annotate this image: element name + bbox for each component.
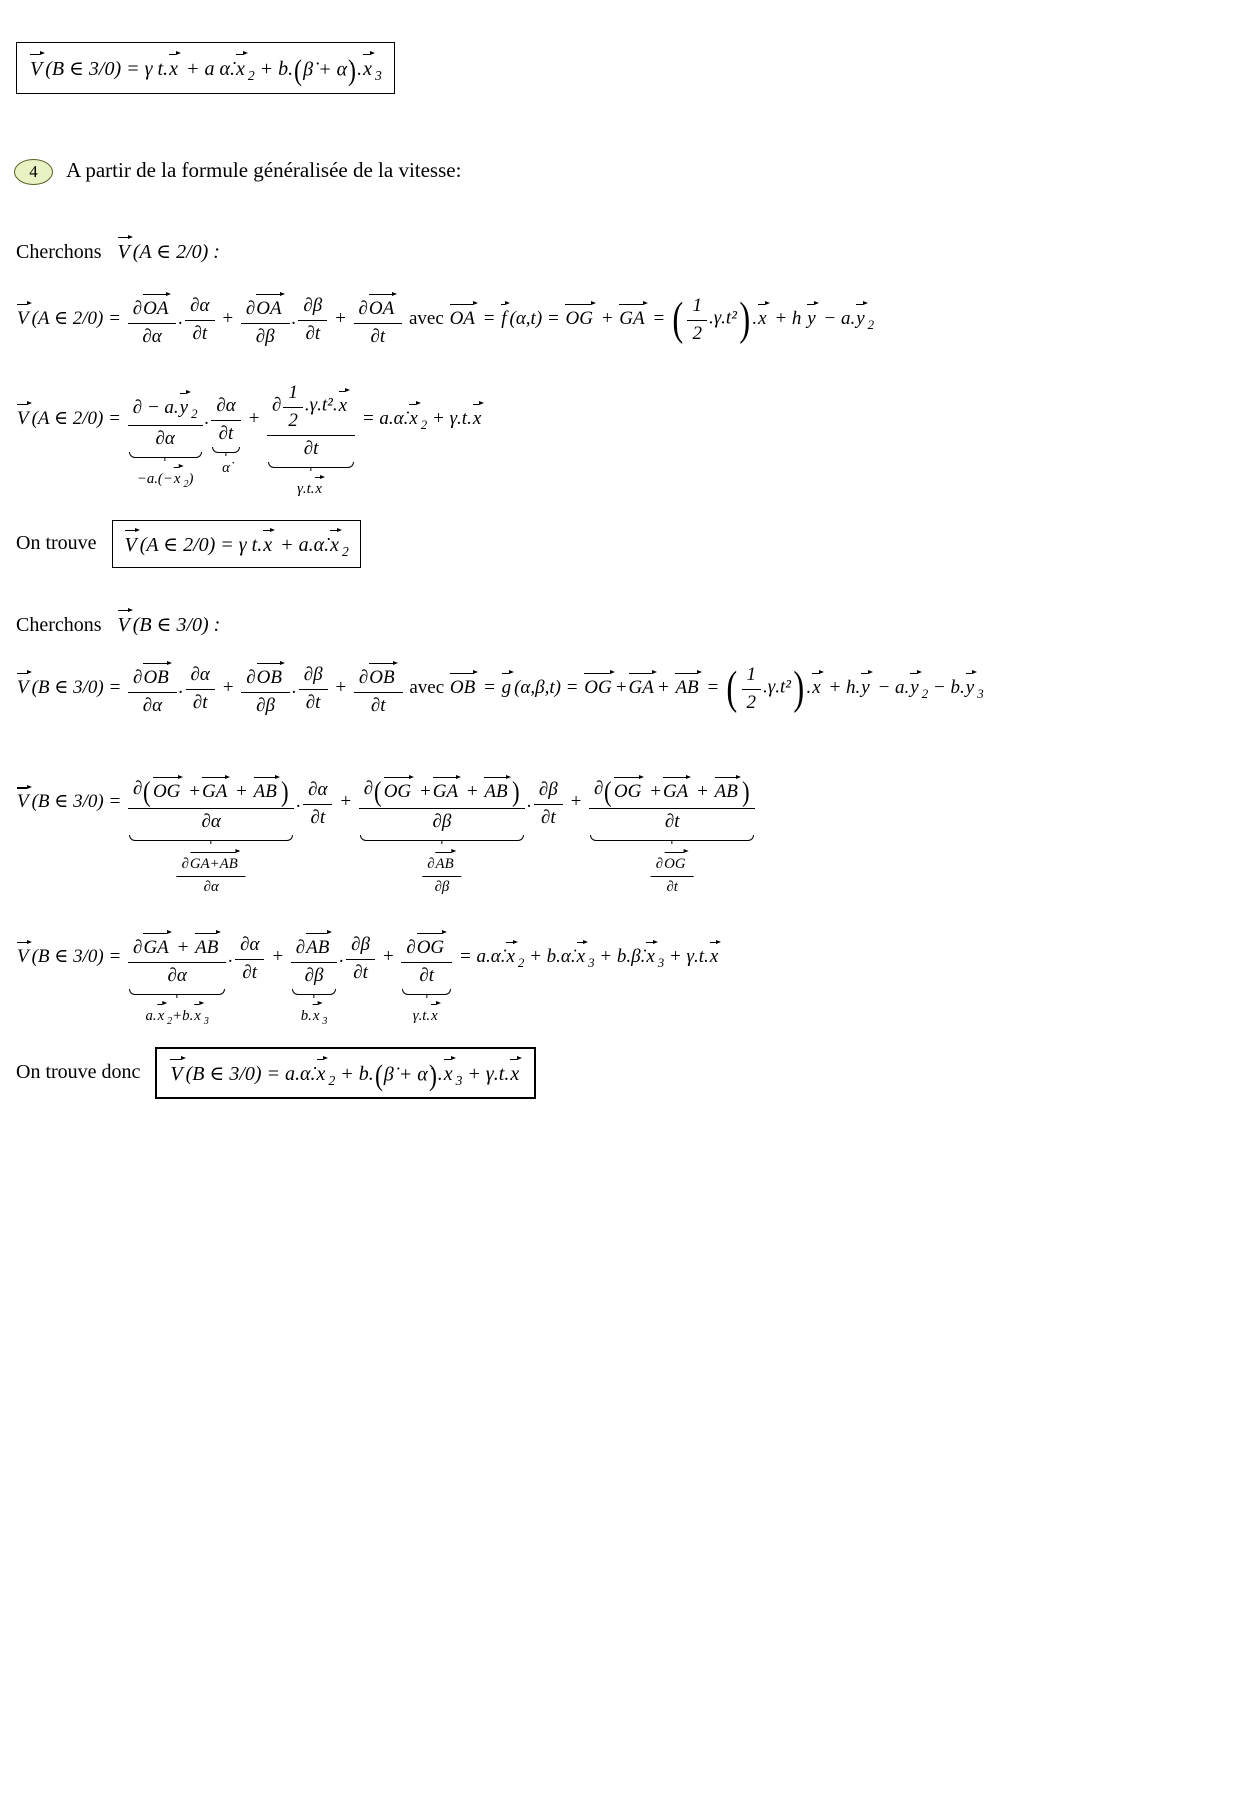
- fraction-numerator: ∂α: [235, 932, 264, 960]
- fraction-denominator: ∂t: [540, 807, 556, 829]
- vector-overarrow: GA: [432, 775, 461, 803]
- fraction: [651, 848, 694, 896]
- fraction-denominator: ∂β: [256, 695, 275, 717]
- formula-velocity-A-partials: V (A ∈ 2/0) = $\frac{\partial OA}{\partial\alpha}$ . $\frac{\partial\alpha}{\partial t}$ + $\frac{\partial OA}{\partial\beta}$ . $\frac{\partial\beta}{\partial t}$ + $\frac{\partial OA}{\partial t}$ avec OA = f (α,t) = OG + GA = ( $\frac{1}{2}$ .γ.t²) .x + h y − a.y $_2$: [16, 308, 874, 329]
- subscript: 3: [588, 955, 595, 971]
- fraction: [589, 773, 755, 833]
- fraction-denominator: ∂t: [305, 692, 321, 714]
- underbrace-label: b.x $_3$: [301, 1002, 328, 1027]
- fraction: [211, 393, 240, 445]
- fraction: [299, 662, 328, 714]
- fraction-numerator: ∂ $\frac{1}{2}$ .γ.t².x: [267, 378, 355, 436]
- open-paren: (: [294, 53, 303, 87]
- fraction: [687, 293, 707, 345]
- underbrace-group: [126, 773, 296, 895]
- vector-overarrow: AB: [253, 775, 280, 803]
- fraction: [354, 659, 403, 717]
- formula-box-velocity-B-top: [16, 42, 395, 94]
- formula-cherchons-A: V (A ∈ 2/0) :: [117, 241, 220, 263]
- vector-overarrow: V: [169, 1057, 185, 1086]
- fraction-denominator: ∂t: [218, 423, 234, 445]
- vector-overarrow: x: [168, 52, 181, 81]
- fraction-denominator: ∂t: [192, 323, 208, 345]
- close-paren: ): [280, 776, 289, 808]
- paren-group: ( OG +GA + AB ): [604, 776, 750, 808]
- close-paren: ): [511, 776, 520, 808]
- vector-overarrow: OG: [564, 302, 595, 330]
- underbrace-group: [265, 378, 357, 498]
- formula-box-velocity-A-result: [112, 520, 361, 568]
- formula-box-velocity-B-result: [155, 1047, 536, 1099]
- fraction-denominator: ∂β: [432, 810, 452, 832]
- vector-overarrow: y: [909, 671, 921, 699]
- underbrace-label: −a.(−x $_2$): [137, 465, 194, 490]
- vector-overarrow: AB: [305, 931, 332, 959]
- underbrace-group: [126, 929, 228, 1027]
- underbrace-label: γ.t.x: [413, 1002, 441, 1025]
- vector-overarrow: AB: [674, 671, 701, 699]
- fraction: [241, 659, 290, 717]
- formula-velocity-B-partials: V (B ∈ 3/0) = $\frac{\partial OB}{\partial\alpha}$ . $\frac{\partial\alpha}{\partial t}$ + $\frac{\partial OB}{\partial\beta}$ . $\frac{\partial\beta}{\partial t}$ + $\frac{\partial OB}{\partial t}$ avec OB = g (α,β,t) = OG +GA + AB = ( $\frac{1}{2}$ .γ.t²) .x + h.y − a.y $_2$ − b.y $_3$: [16, 677, 984, 698]
- fraction: [128, 773, 294, 833]
- fraction-numerator: ∂AB: [422, 848, 461, 877]
- fraction-denominator: ∂t: [242, 961, 258, 983]
- paren-group: ( $\frac{1}{2}$ .γ.t²): [672, 293, 751, 345]
- fraction-denominator: 2: [288, 410, 298, 432]
- subscript: 3: [657, 955, 665, 971]
- underbrace: [129, 452, 202, 458]
- underbrace-label: α̇: [222, 460, 230, 477]
- fraction: [267, 378, 355, 460]
- underbrace-group: [126, 389, 205, 490]
- fraction: [298, 293, 327, 345]
- fraction-numerator: 1: [283, 380, 303, 408]
- fraction-denominator: ∂β: [434, 878, 450, 895]
- vector-overarrow: GA+AB: [189, 850, 241, 873]
- vector-overarrow: GA: [201, 775, 230, 803]
- subscript: 3: [375, 68, 382, 83]
- underbrace-label: a.x $_2$+b.x $_3$: [145, 1002, 208, 1027]
- subscript: 2: [183, 478, 189, 490]
- fraction: [128, 290, 177, 348]
- subscript: 2: [191, 405, 198, 421]
- cherchons-b-row: [16, 608, 1240, 637]
- subscript: 2: [167, 1015, 173, 1027]
- fraction-numerator: ∂β: [299, 662, 328, 690]
- fraction: [359, 773, 525, 833]
- fraction: [128, 659, 177, 717]
- underbrace-label: γ.t.x: [297, 475, 325, 498]
- vector-overarrow: OG: [613, 775, 644, 803]
- fraction: [422, 848, 461, 896]
- vector-overarrow: V: [124, 528, 140, 557]
- underbrace-content: [265, 378, 357, 460]
- fraction: [346, 932, 375, 984]
- underbrace-content: [399, 929, 454, 987]
- underbrace-group: [289, 929, 340, 1027]
- vector-overarrow: y: [965, 671, 977, 699]
- fraction-denominator: 2: [746, 692, 757, 714]
- underbrace: [129, 989, 225, 995]
- subscript: 3: [455, 1072, 463, 1088]
- fraction-numerator: ∂OB: [241, 659, 290, 693]
- vector-overarrow: x: [329, 528, 342, 557]
- vector-overarrow: OB: [256, 661, 285, 689]
- on-trouve-a-row: [16, 520, 1240, 568]
- fraction-denominator: ∂t: [419, 964, 435, 986]
- vector-overarrow: GA: [142, 931, 171, 959]
- fraction-numerator: ∂GA+AB: [177, 848, 246, 877]
- subscript: 2: [342, 544, 349, 560]
- formula-velocity-B-evaluated: V (B ∈ 3/0) = $\frac{\partial GA + AB}{\partial\alpha}$ a.x $_2$+b.x $_3$ . $\frac{\partial\alpha}{\partial t}$ + $\frac{\partial AB}{\partial\beta}$ b.x $_3$ . $\frac{\partial\beta}{\partial t}$ + $\frac{\partial OG}{\partial t}$ γ.t.x = a.α̇.x $_2$ + b.α̇.x $_3$ + b.β̇.x $_3$ + γ.t.x: [16, 946, 721, 967]
- underbrace-content: [587, 773, 757, 833]
- on-trouve-donc-label: On trouve donc: [16, 1060, 141, 1083]
- fraction-numerator: ∂α: [211, 393, 240, 421]
- subscript: 2: [517, 955, 525, 971]
- fraction: [303, 777, 332, 829]
- vector-overarrow: GA: [628, 671, 657, 699]
- vector-overarrow: V: [16, 402, 32, 430]
- equation-velocity-B-evaluated: [16, 929, 1240, 1027]
- underbrace: [360, 835, 524, 841]
- vector-overarrow: AB: [435, 850, 457, 873]
- formula-cherchons-B: V (B ∈ 3/0) :: [117, 614, 221, 636]
- equation-velocity-A-evaluated: [16, 378, 1240, 498]
- fraction-numerator: ∂α: [185, 293, 214, 321]
- fraction-denominator: ∂α: [203, 878, 219, 895]
- vector-overarrow: x: [509, 1057, 522, 1086]
- close-paren: ): [741, 776, 750, 808]
- fraction-denominator: ∂α: [142, 695, 163, 717]
- vector-overarrow: GA: [662, 775, 691, 803]
- formula-velocity-B-sum-derivatives: V (B ∈ 3/0) = $\frac{\partial( OG +GA + AB )}{\partial\alpha}$ $\frac{\partial GA+AB}{\partial\alpha}$ . $\frac{\partial\alpha}{\partial t}$ + $\frac{\partial( OG +GA + AB )}{\partial\beta}$ $\frac{\partial AB}{\partial\beta}$ . $\frac{\partial\beta}{\partial t}$ + $\frac{\partial( OG +GA + AB )}{\partial t}$ $\frac{\partial OG}{\partial t}$: [16, 791, 757, 812]
- open-paren: (: [726, 662, 738, 714]
- section-intro-text: A partir de la formule généralisée de la vitesse:: [66, 158, 462, 182]
- fraction-numerator: ∂( OG +GA + AB ): [128, 773, 294, 809]
- fraction-numerator: ∂OA: [128, 290, 177, 324]
- formula-velocity-A-result: V (A ∈ 2/0) = γ t.x + a.α̇.x $_2$: [124, 534, 349, 556]
- fraction-numerator: ∂OG: [401, 929, 452, 963]
- underbrace-group: [587, 773, 757, 895]
- fraction-denominator: ∂t: [664, 810, 680, 832]
- fraction-numerator: ∂β: [346, 932, 375, 960]
- vector-overarrow: y: [806, 302, 818, 330]
- vector-overarrow: x: [443, 1057, 456, 1086]
- plain-text: avec: [409, 307, 449, 329]
- fraction-denominator: ∂α: [142, 326, 162, 348]
- fraction-denominator: ∂α: [201, 810, 221, 832]
- underbrace-label: [175, 848, 248, 896]
- underbrace: [402, 989, 451, 995]
- vector-overarrow: V: [16, 940, 32, 968]
- fraction: [177, 848, 246, 896]
- vector-overarrow: x: [430, 1002, 441, 1025]
- open-paren: (: [143, 776, 151, 808]
- fraction-numerator: ∂OA: [241, 290, 290, 324]
- fraction-denominator: ∂t: [353, 961, 368, 983]
- underbrace-group: [399, 929, 454, 1024]
- vector-overarrow: V: [29, 52, 45, 81]
- fraction: [128, 389, 203, 450]
- section-4-header: [14, 158, 1240, 185]
- fraction-denominator: ∂β: [304, 964, 324, 986]
- fraction-denominator: ∂t: [192, 692, 208, 714]
- close-paren: ): [739, 293, 751, 345]
- vector-overarrow: x: [362, 52, 375, 81]
- fraction-numerator: ∂ − a.y $_2$: [128, 389, 203, 426]
- fraction-numerator: 1: [742, 662, 762, 690]
- vector-overarrow: OG: [416, 931, 447, 959]
- cherchons-label-b: Cherchons: [16, 614, 102, 637]
- vector-overarrow: x: [811, 671, 823, 699]
- subscript: 2: [420, 416, 428, 432]
- plain-text: avec: [409, 676, 449, 698]
- vector-overarrow: f: [500, 302, 509, 330]
- fraction-denominator: ∂α: [155, 427, 175, 449]
- vector-overarrow: x: [312, 1002, 323, 1025]
- subscript: 3: [203, 1015, 209, 1027]
- vector-overarrow: AB: [714, 775, 741, 803]
- fraction: [283, 380, 303, 432]
- paren-group: ( OG +GA + AB ): [374, 776, 520, 808]
- fraction-numerator: ∂OB: [128, 659, 177, 693]
- subscript: 3: [977, 685, 984, 701]
- fraction-denominator: ∂α: [167, 964, 187, 986]
- vector-overarrow: x: [472, 402, 484, 430]
- fraction-numerator: ∂α: [303, 777, 332, 805]
- equation-velocity-A-expanded: [16, 290, 1240, 348]
- underbrace: [129, 835, 293, 841]
- underbrace: [292, 989, 337, 995]
- subscript: 2: [328, 1072, 336, 1088]
- fraction-denominator: ∂t: [666, 878, 678, 895]
- close-paren: ): [348, 53, 357, 87]
- cherchons-a-row: [16, 235, 1240, 264]
- fraction-numerator: ∂β: [298, 293, 327, 321]
- fraction-denominator: 2: [692, 323, 702, 345]
- on-trouve-donc-row: [16, 1047, 1240, 1099]
- subscript: 2: [247, 68, 255, 83]
- underbrace-group: [357, 773, 527, 895]
- paren-group: ( $\frac{1}{2}$ .γ.t²): [726, 662, 805, 714]
- underbrace-content: [357, 773, 527, 833]
- fraction: [742, 662, 762, 714]
- fraction: [401, 929, 452, 987]
- section-number-badge: 4: [14, 159, 53, 185]
- cherchons-label: Cherchons: [16, 241, 102, 264]
- formula-velocity-B-top: V (B ∈ 3/0) = γ t.x + a α̇.x $_2$ + b.(β̇ + α̇).x $_3$: [30, 53, 382, 87]
- vector-overarrow: x: [314, 475, 325, 498]
- vector-overarrow: x: [757, 302, 769, 330]
- fraction: [235, 932, 264, 984]
- vector-overarrow: AB: [194, 931, 221, 959]
- vector-overarrow: V: [16, 785, 32, 813]
- paren-group: (β̇ + α̇): [294, 53, 357, 87]
- fraction-denominator: ∂t: [303, 438, 319, 460]
- vector-overarrow: OG: [663, 850, 688, 873]
- fraction-numerator: ∂OA: [354, 290, 403, 324]
- formula-velocity-A-evaluated: V (A ∈ 2/0) = $\frac{\partial - a.y _2}{\partial\alpha}$ −a.(−x $_2$) . $\frac{\partial\alpha}{\partial t}$ α̇ + ∂ $\frac{1}{2}$ .γ.t².x ∂t γ.t.x = a.α̇.x $_2$ + γ.t.x: [16, 408, 484, 429]
- fraction: [186, 662, 215, 714]
- underbrace: [212, 447, 239, 453]
- vector-overarrow: x: [338, 389, 350, 417]
- vector-overarrow: OG: [583, 671, 614, 699]
- fraction-numerator: ∂( OG +GA + AB ): [359, 773, 525, 809]
- open-paren: (: [374, 1058, 383, 1092]
- top-result-row: [16, 42, 1240, 94]
- vector-overarrow: OA: [449, 302, 478, 330]
- formula-velocity-B-result: V (B ∈ 3/0) = a.α̇.x $_2$ + b.(β̇ + α̇).x $_3$ + γ.t.x: [169, 1063, 522, 1085]
- vector-overarrow: OA: [368, 292, 397, 320]
- vector-overarrow: y: [179, 391, 191, 419]
- fraction: [354, 290, 403, 348]
- vector-overarrow: OB: [368, 661, 397, 689]
- vector-overarrow: OB: [449, 671, 478, 699]
- vector-overarrow: g: [501, 671, 515, 699]
- vector-overarrow: x: [235, 52, 248, 81]
- vector-overarrow: y: [855, 302, 867, 330]
- fraction-numerator: ∂GA + AB: [128, 929, 226, 963]
- close-paren: ): [428, 1058, 437, 1092]
- subscript: 2: [867, 316, 875, 332]
- vector-overarrow: x: [262, 528, 275, 557]
- paren-group: ( OG +GA + AB ): [143, 776, 289, 808]
- open-paren: (: [672, 293, 684, 345]
- document-page: [0, 42, 1240, 1796]
- equation-velocity-B-sum-derivatives: [16, 773, 1240, 895]
- fraction-denominator: ∂t: [370, 326, 386, 348]
- vector-overarrow: V: [117, 235, 133, 264]
- underbrace-content: [209, 393, 242, 445]
- fraction-numerator: 1: [687, 293, 707, 321]
- fraction: [534, 777, 563, 829]
- vector-overarrow: x: [408, 402, 420, 430]
- vector-overarrow: x: [193, 1002, 204, 1025]
- vector-overarrow: OG: [152, 775, 183, 803]
- vector-overarrow: x: [157, 1002, 168, 1025]
- fraction-denominator: ∂β: [255, 326, 275, 348]
- fraction-numerator: ∂( OG +GA + AB ): [589, 773, 755, 809]
- fraction: [291, 929, 338, 987]
- close-paren: ): [793, 662, 805, 714]
- fraction-numerator: ∂α: [186, 662, 215, 690]
- vector-overarrow: AB: [483, 775, 510, 803]
- open-paren: (: [604, 776, 612, 808]
- fraction-numerator: ∂OB: [354, 659, 403, 693]
- vector-overarrow: GA: [618, 302, 647, 330]
- vector-overarrow: OA: [255, 292, 284, 320]
- vector-overarrow: OG: [383, 775, 414, 803]
- underbrace-content: [289, 929, 340, 987]
- fraction-denominator: ∂t: [370, 695, 386, 717]
- vector-overarrow: OB: [142, 661, 171, 689]
- vector-overarrow: y: [860, 671, 872, 699]
- fraction-numerator: ∂OG: [651, 848, 694, 877]
- vector-overarrow: V: [16, 671, 32, 699]
- fraction-numerator: ∂β: [534, 777, 563, 805]
- vector-overarrow: V: [16, 302, 32, 330]
- underbrace-label: [420, 848, 463, 896]
- vector-overarrow: OA: [142, 292, 171, 320]
- vector-overarrow: x: [505, 940, 517, 968]
- on-trouve-label: On trouve: [16, 531, 97, 554]
- fraction: [241, 290, 290, 348]
- fraction-denominator: ∂t: [310, 807, 326, 829]
- vector-overarrow: x: [709, 940, 721, 968]
- vector-overarrow: x: [645, 940, 657, 968]
- underbrace-content: [126, 389, 205, 450]
- underbrace-group: [209, 393, 242, 477]
- underbrace-content: [126, 773, 296, 833]
- fraction-denominator: ∂t: [305, 323, 321, 345]
- vector-overarrow: x: [576, 940, 588, 968]
- vector-overarrow: V: [117, 608, 133, 637]
- subscript: 3: [322, 1015, 328, 1027]
- vector-overarrow: x: [316, 1057, 329, 1086]
- underbrace-content: [126, 929, 228, 987]
- equation-velocity-B-expanded: [16, 659, 1240, 717]
- underbrace-label: [649, 848, 696, 896]
- fraction: [185, 293, 214, 345]
- fraction: [128, 929, 226, 987]
- open-paren: (: [374, 776, 382, 808]
- underbrace: [590, 835, 754, 841]
- subscript: 2: [921, 685, 929, 701]
- paren-group: (β̇ + α̇): [374, 1058, 437, 1092]
- fraction-numerator: ∂AB: [291, 929, 338, 963]
- underbrace: [268, 462, 354, 468]
- vector-overarrow: x: [173, 465, 184, 488]
